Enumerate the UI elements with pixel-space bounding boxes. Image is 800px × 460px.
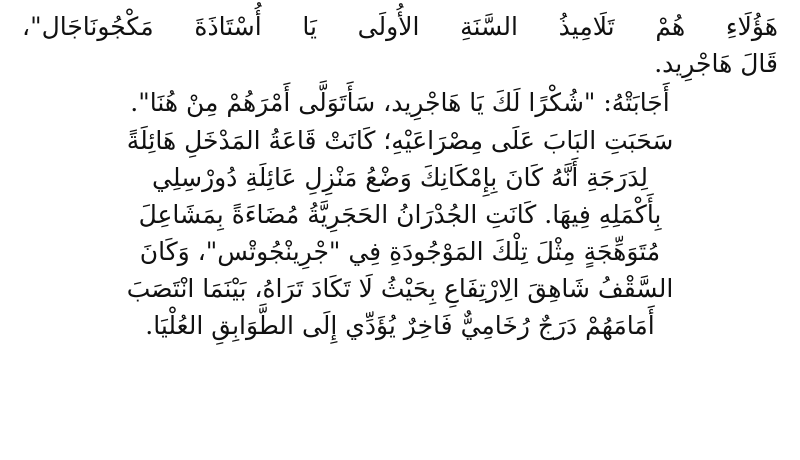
text-line: مُتَوَهِّجَةٍ مِثْلَ تِلْكَ المَوْجُودَةِ فِي "جْرِينْجُوتْس"، وَكَانَ <box>139 237 661 266</box>
text-line: قَالَ هَاجْرِيد. <box>654 49 778 78</box>
text-line: سَحَبَتِ البَابَ عَلَى مِصْرَاعَيْهِ؛ كَانَتْ قَاعَةُ المَدْخَلِ هَائِلَةً <box>126 126 674 155</box>
text-line: بِأَكْمَلِهِ فِيهَا. كَانَتِ الجُدْرَانُ الحَجَرِيَّةُ مُضَاءَةً بِمَشَاعِلَ <box>138 200 662 229</box>
paragraph-3 <box>22 122 778 344</box>
paragraph-2 <box>22 84 778 121</box>
text-line: السَّقْفُ شَاهِقَ الِارْتِفَاعِ بِحَيْثُ لَا تَكَادَ تَرَاهُ، بَيْنَمَا انْتَصَبَ <box>126 274 674 303</box>
text-line: هَؤُلَاءِ هُمْ تَلَامِيذُ السَّنَةِ الأُولَى يَا أُسْتَاذَةَ مَكْجُونَاجَال"، <box>22 12 778 41</box>
text-line: لِدَرَجَةِ أَنَّهُ كَانَ بِإِمْكَانِكَ وَضْعُ مَنْزِلِ عَائِلَةِ دُورْسِلِي <box>152 163 648 192</box>
paragraph-1 <box>22 8 778 82</box>
text-line: أَمَامَهُمْ دَرَجٌ رُخَامِيٌّ فَاخِرٌ يُؤَدِّي إِلَى الطَّوَابِقِ العُلْيَا. <box>145 311 655 340</box>
text-line: أَجَابَتْهُ: "شُكْرًا لَكَ يَا هَاجْرِيد، سَأَتَوَلَّى أَمْرَهُمْ مِنْ هُنَا". <box>130 88 670 117</box>
